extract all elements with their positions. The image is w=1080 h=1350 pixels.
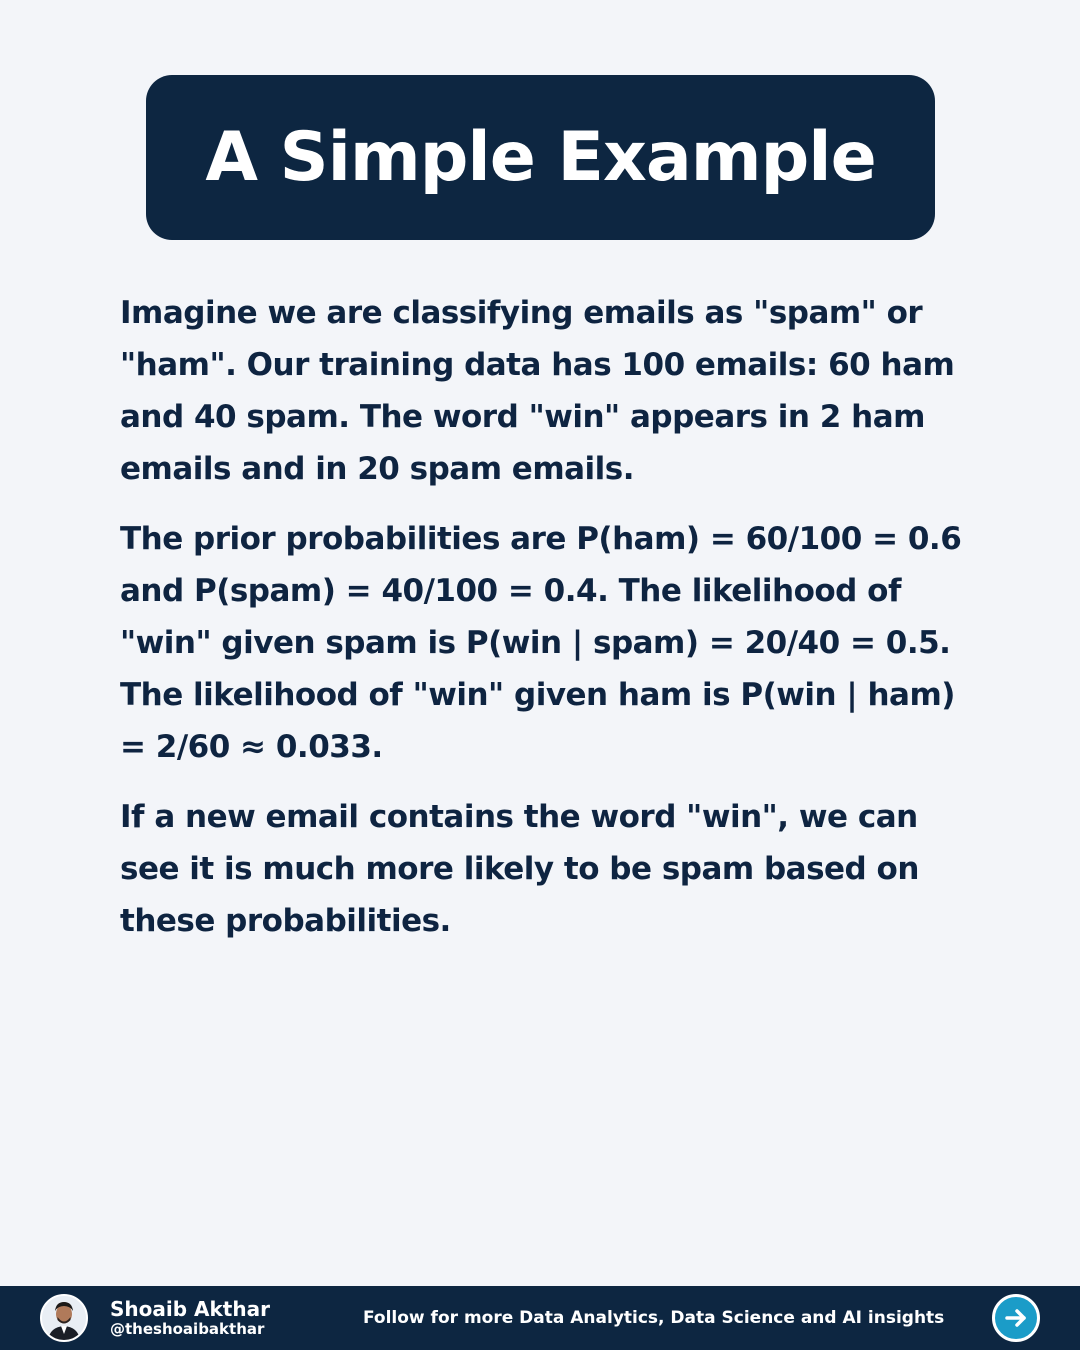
paragraph-probabilities: The prior probabilities are P(ham) = 60/100 = 0.6 and P(spam) = 40/100 = 0.4. The likelihood of "win" given spam is P(win | spam) = 20/40 = 0.5. The likelihood of "win" given ham is P(win | ham) = 2/60 ≈ 0.033. bbox=[120, 521, 962, 765]
paragraph-intro: Imagine we are classifying emails as "spam" or "ham". Our training data has 100 emails: 60 ham and 40 spam. The word "win" appears in 2 ham emails and in 20 spam emails. bbox=[120, 295, 955, 487]
avatar bbox=[40, 1294, 88, 1342]
paragraph-conclusion: If a new email contains the word "win", we can see it is much more likely to be spam based on these probabilities. bbox=[120, 799, 919, 939]
arrow-right-icon bbox=[1001, 1303, 1031, 1333]
page-title: A Simple Example bbox=[205, 117, 876, 197]
author-handle: @theshoaibakthar bbox=[110, 1320, 265, 1338]
next-slide-button[interactable] bbox=[992, 1294, 1040, 1342]
content-body bbox=[120, 287, 970, 965]
follow-cta: Follow for more Data Analytics, Data Science and AI insights bbox=[363, 1308, 945, 1328]
author-block bbox=[110, 1298, 270, 1338]
avatar-portrait-icon bbox=[42, 1296, 86, 1340]
title-banner bbox=[146, 75, 935, 240]
footer-bar bbox=[0, 1286, 1080, 1350]
author-name: Shoaib Akthar bbox=[110, 1297, 270, 1321]
